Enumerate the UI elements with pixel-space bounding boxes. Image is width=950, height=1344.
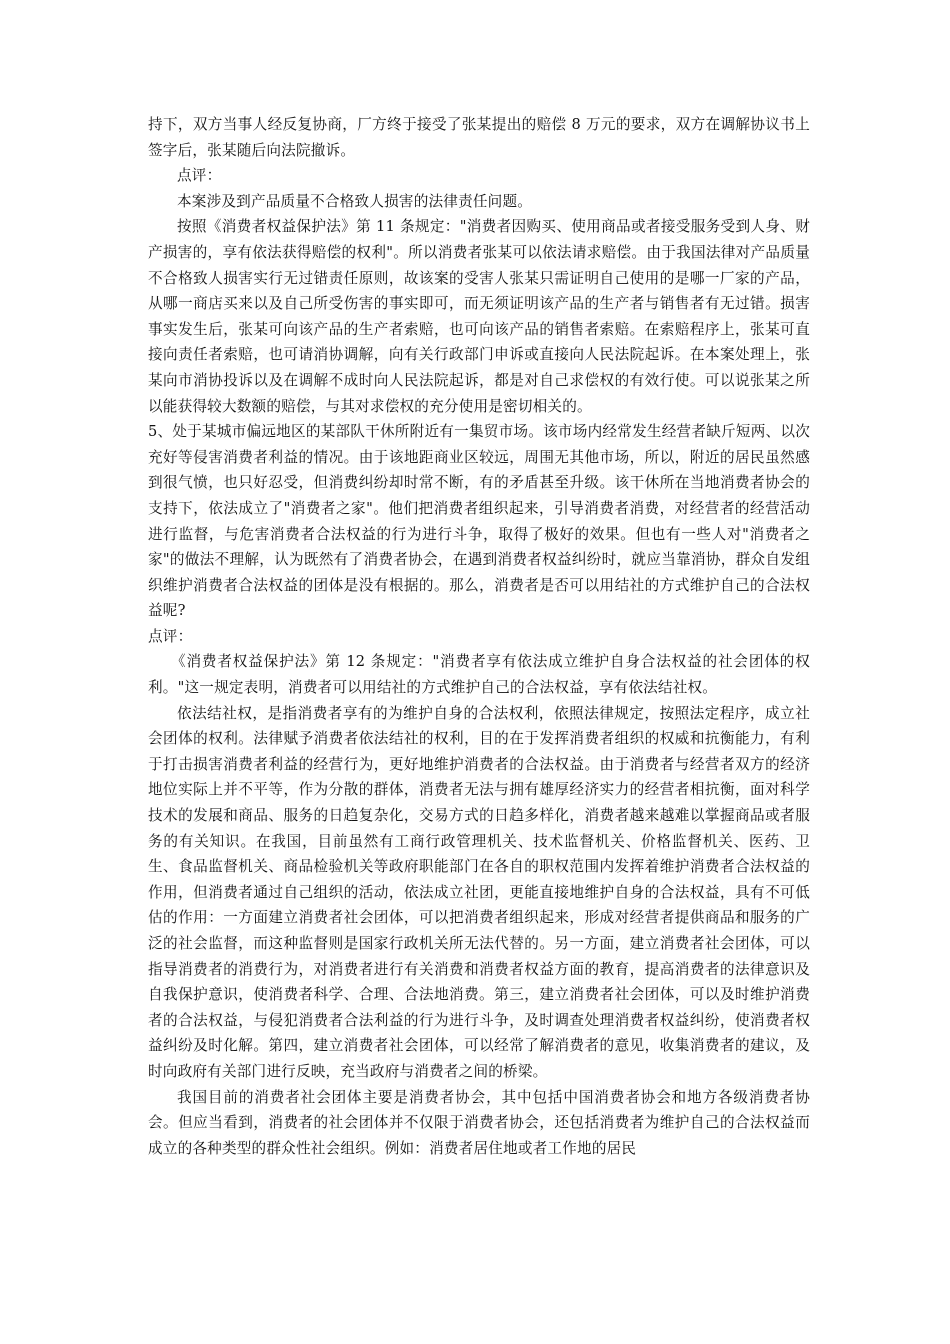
paragraph-consumer-organizations: 我国目前的消费者社会团体主要是消费者协会，其中包括中国消费者协会和地方各级消费者协会。但应当看到，消费者的社会团体并不仅限于消费者协会，还包括消费者为维护自己的合法权益而成立的各种类型的群众性社会组织。例如：消费者居住地或者工作地的居民 xyxy=(148,1088,810,1157)
document-page xyxy=(148,112,810,1161)
comment-heading: 点评： xyxy=(148,627,193,645)
paragraph-case-summary: 本案涉及到产品质量不合格致人损害的法律责任问题。 xyxy=(177,192,533,210)
paragraph-continuation: 持下，双方当事人经反复协商，厂方终于接受了张某提出的赔偿 8 万元的要求，双方在调解协议书上签字后，张某随后向法院撤诉。 xyxy=(148,116,810,159)
comment-heading: 点评： xyxy=(177,167,222,185)
paragraph-article-11: 按照《消费者权益保护法》第 11 条规定："消费者因购买、使用商品或者接受服务受到人身、财产损害的，享有依法获得赔偿的权利"。所以消费者张某可以依法请求赔偿。由于我国法律对产品质量不合格致人损害实行无过错责任原则，故该案的受害人张某只需证明自己使用的是哪一厂家的产品，从哪一商店买来以及自己所受伤害的事实即可，而无须证明该产品的生产者与销售者有无过错。损害事实发生后，张某可向该产品的生产者索赔，也可向该产品的销售者索赔。在索赔程序上，张某可直接向责任者索赔，也可请消协调解，向有关行政部门申诉或直接向人民法院起诉。在本案处理上，张某向市消协投诉以及在调解不成时向人民法院起诉，都是对自己求偿权的有效行使。可以说张某之所以能获得较大数额的赔偿，与其对求偿权的充分使用是密切相关的。 xyxy=(148,218,810,415)
paragraph-article-12: 《消费者权益保护法》第 12 条规定："消费者享有依法成立维护自身合法权益的社会团体的权利。"这一规定表明，消费者可以用结社的方式维护自己的合法权益，享有依法结社权。 xyxy=(148,653,810,697)
paragraph-case-5: 5、处于某城市偏远地区的某部队干休所附近有一集贸市场。该市场内经常发生经营者缺斤短两、以次充好等侵害消费者利益的情况。由于该地距商业区较远，周围无其他市场，所以，附近的居民虽然感到很气愤，也只好忍受，但消费纠纷却时常不断，有的矛盾甚至升级。该干休所在当地消费者协会的支持下，依法成立了"消费者之家"。他们把消费者组织起来，引导消费者消费，对经营者的经营活动进行监督，与危害消费者合法权益的行为进行斗争，取得了极好的效果。但也有一些人对"消费者之家"的做法不理解，认为既然有了消费者协会，在遇到消费者权益纠纷时，就应当靠消协，群众自发组织维护消费者合法权益的团体是没有根据的。那么，消费者是否可以用结社的方式维护自己的合法权益呢? xyxy=(148,423,810,620)
paragraph-right-of-association: 依法结社权，是指消费者享有的为维护自身的合法权利，依照法律规定，按照法定程序，成立社会团体的权利。法律赋予消费者依法结社的权利，目的在于发挥消费者组织的权威和抗衡能力，有利于打击损害消费者利益的经营行为，更好地维护消费者的合法权益。由于消费者与经营者双方的经济地位实际上并不平等，作为分散的群体，消费者无法与拥有雄厚经济实力的经营者相抗衡，面对科学技术的发展和商品、服务的日趋复杂化，交易方式的日趋多样化，消费者越来越难以掌握商品或者服务的有关知识。在我国，目前虽然有工商行政管理机关、技术监督机关、价格监督机关、医药、卫生、食品监督机关、商品检验机关等政府职能部门在各自的职权范围内发挥着维护消费者合法权益的作用，但消费者通过自己组织的活动，依法成立社团，更能直接地维护自身的合法权益，具有不可低估的作用：一方面建立消费者社会团体，可以把消费者组织起来，形成对经营者提供商品和服务的广泛的社会监督，而这种监督则是国家行政机关所无法代替的。另一方面，建立消费者社会团体，可以指导消费者的消费行为，对消费者进行有关消费和消费者权益方面的教育，提高消费者的法律意识及自我保护意识，使消费者科学、合理、合法地消费。第三，建立消费者社会团体，可以及时维护消费者的合法权益，与侵犯消费者合法利益的行为进行斗争，及时调查处理消费者权益纠纷，使消费者权益纠纷及时化解。第四，建立消费者社会团体，可以经常了解消费者的意见，收集消费者的建议，及时向政府有关部门进行反映，充当政府与消费者之间的桥梁。 xyxy=(148,704,810,1080)
